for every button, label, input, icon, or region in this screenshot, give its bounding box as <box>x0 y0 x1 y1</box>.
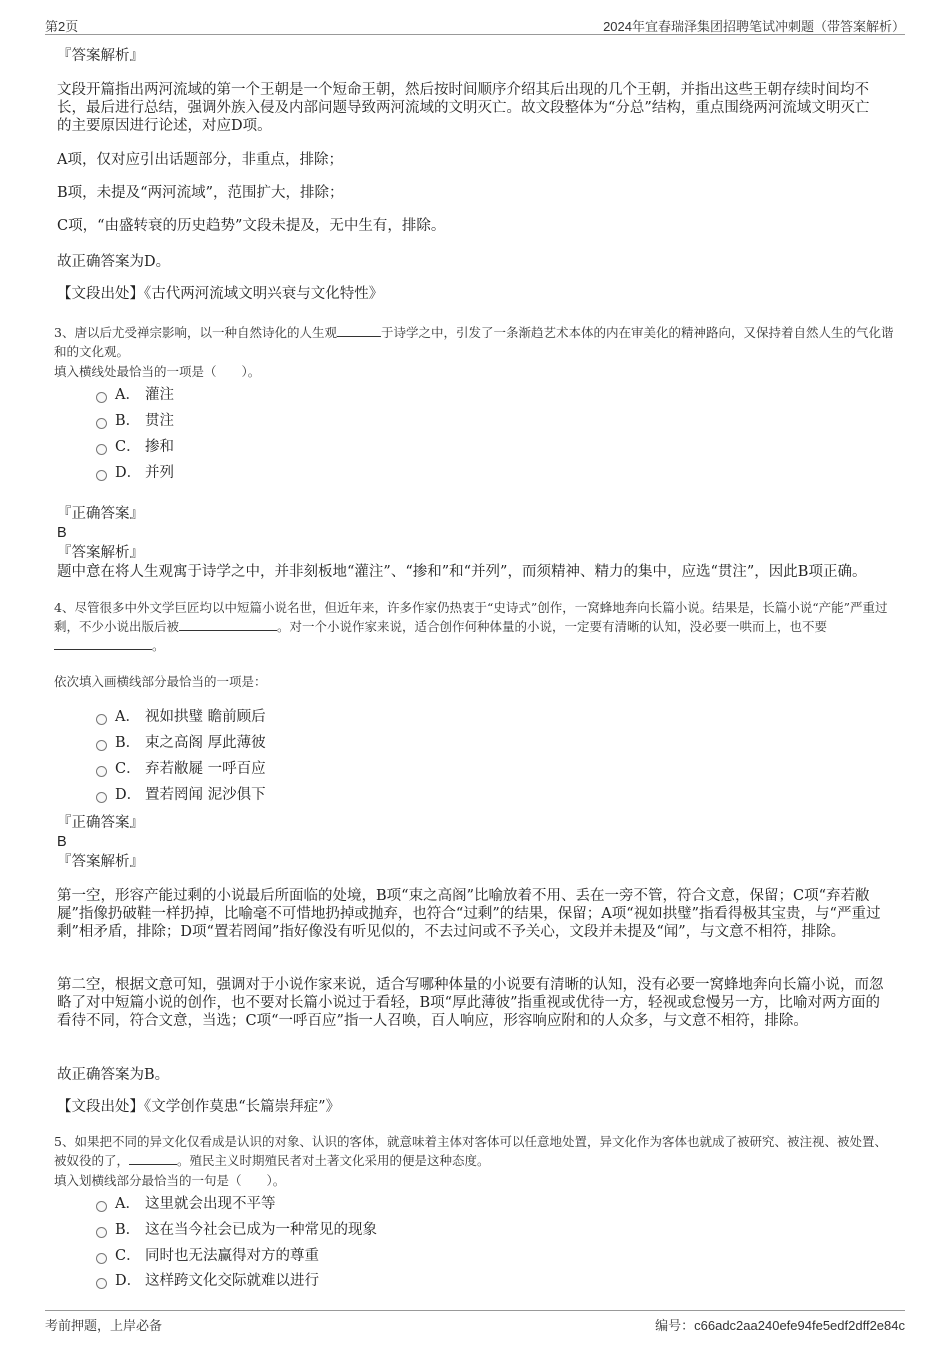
q2-option-a-note: A项，仅对应引出话题部分，非重点，排除； <box>57 152 343 168</box>
q3-option-a[interactable]: A． 灌注 <box>96 385 174 405</box>
q5-option-a[interactable]: A． 这里就会出现不平等 <box>96 1194 276 1214</box>
q3-option-b[interactable]: B． 贯注 <box>96 411 174 431</box>
radio-icon[interactable] <box>96 470 107 481</box>
q4-blank-2 <box>54 649 152 650</box>
q4-option-a[interactable]: A． 视如拱璧 瞻前顾后 <box>96 707 266 727</box>
q2-source: 【文段出处】《古代两河流域文明兴衰与文化特性》 <box>57 286 384 302</box>
q4-prompt: 依次填入画横线部分最恰当的一项是： <box>54 674 267 689</box>
q2-conclusion: 故正确答案为D。 <box>57 254 171 270</box>
radio-icon[interactable] <box>96 444 107 455</box>
radio-icon[interactable] <box>96 714 107 725</box>
q4-source: 【文段出处】《文学创作莫患“长篇崇拜症”》 <box>57 1099 341 1115</box>
radio-icon[interactable] <box>96 766 107 777</box>
document-title: 2024年宜春瑞泽集团招聘笔试冲刺题（带答案解析） <box>603 19 905 34</box>
q4-conclusion: 故正确答案为B。 <box>57 1067 170 1083</box>
q3-answer: B <box>57 525 67 541</box>
q2-analysis-label: 『答案解析』 <box>57 48 144 64</box>
q3-analysis: 题中意在将人生观寓于诗学之中，并非刻板地“灌注”、“掺和”和“并列”，而须精神、精力的集中，应选“贯注”，因此B项正确。 <box>57 564 867 580</box>
q5-blank <box>129 1164 177 1165</box>
q2-analysis-paragraph: 文段开篇指出两河流域的第一个王朝是一个短命王朝，然后按时间顺序介绍其后出现的几个王朝，并指出这些王朝存续时间均不长，最后进行总结，强调外族入侵及内部问题导致两河流域的文明灭亡。故文段整体为“分总”结构，重点围绕两河流域文明灭亡的主要原因进行论述，对应D项。 <box>57 82 870 134</box>
radio-icon[interactable] <box>96 418 107 429</box>
q3-stem: 3、唐以后尤受禅宗影响，以一种自然诗化的人生观 于诗学之中，引发了一条渐趋艺术本体的内在审美化的精神路向，又保持着自然人生的气化谐和的文化观。 <box>54 325 894 359</box>
radio-icon[interactable] <box>96 740 107 751</box>
page-footer <box>45 1310 905 1335</box>
q5-option-c[interactable]: C． 同时也无法赢得对方的尊重 <box>96 1246 319 1266</box>
q2-option-c-note: C项，“由盛转衰的历史趋势”文段未提及，无中生有，排除。 <box>57 218 446 234</box>
q5-option-b[interactable]: B． 这在当今社会已成为一种常见的现象 <box>96 1220 377 1240</box>
q4-analysis-paragraph-2: 第二空，根据文意可知，强调对于小说作家来说，适合写哪种体量的小说要有清晰的认知，没有必要一窝蜂地奔向长篇小说，而忽略了对中短篇小说的创作，也不要对长篇小说过于看轻，B项“厚此薄彼”指重视或优待一方，轻视或怠慢另一方，比喻对两方面的看待不同，符合文意，当选；C项“一呼百应”指一人召唤，百人响应，形容响应附和的人众多，与文意不相符，排除。 <box>57 977 884 1029</box>
q4-analysis-paragraph-1: 第一空，形容产能过剩的小说最后所面临的处境，B项“束之高阁”比喻放着不用、丢在一旁不管，符合文意，保留；C项“弃若敝屣”指像扔破鞋一样扔掉，比喻毫不可惜地扔掉或抛弃，也符合“过剩”的结果，保留；A项“视如拱璧”指看得极其宝贵，与“严重过剩”相矛盾，排除；D项“置若罔闻”指好像没有听见似的，不去过问或不予关心，文段并未提及“闻”，与文意不相符，排除。 <box>57 888 881 940</box>
q3-option-c[interactable]: C． 掺和 <box>96 437 174 457</box>
page-header <box>45 14 905 35</box>
q5-option-d[interactable]: D． 这样跨文化交际就难以进行 <box>96 1271 319 1291</box>
radio-icon[interactable] <box>96 1227 107 1238</box>
q4-stem: 4、尽管很多中外文学巨匠均以中短篇小说名世，但近年来，许多作家仍热衷于“史诗式”创作，一窝蜂地奔向长篇小说。结果是，长篇小说“产能”严重过剩，不少小说出版后被 。对一个小说作家来说，适合创作何种体量的小说，一定要有清晰的认知，没必要一哄而上，也不要。 <box>54 600 888 653</box>
q3-option-d[interactable]: D． 并列 <box>96 463 174 483</box>
radio-icon[interactable] <box>96 1253 107 1264</box>
page-number: 第2页 <box>45 19 79 34</box>
q5-stem: 5、如果把不同的异文化仅看成是认识的对象、认识的客体，就意味着主体对客体可以任意地处置，异文化作为客体也就成了被研究、被注视、被处置、被奴役的了， 。殖民主义时期殖民者对土著文化采用的便是这种态度。 <box>54 1134 887 1168</box>
radio-icon[interactable] <box>96 792 107 803</box>
q5-prompt: 填入划横线部分最恰当的一句是（ ）。 <box>54 1173 286 1188</box>
q3-blank <box>337 336 381 337</box>
q4-answer: B <box>57 834 67 850</box>
q3-prompt: 填入横线处最恰当的一项是（ ）。 <box>54 364 261 379</box>
radio-icon[interactable] <box>96 1278 107 1289</box>
q4-analysis-label: 『答案解析』 <box>57 854 144 870</box>
q4-option-c[interactable]: C． 弃若敝屣 一呼百应 <box>96 759 266 779</box>
document-id: 编号：c66adc2aa240efe94fe5edf2dff2e84c <box>655 1318 905 1333</box>
radio-icon[interactable] <box>96 392 107 403</box>
q4-answer-label: 『正确答案』 <box>57 815 144 831</box>
q4-blank-1 <box>179 630 277 631</box>
q3-analysis-label: 『答案解析』 <box>57 545 144 561</box>
q4-option-d[interactable]: D． 置若罔闻 泥沙俱下 <box>96 785 266 805</box>
footer-slogan: 考前押题，上岸必备 <box>45 1318 163 1333</box>
q3-answer-label: 『正确答案』 <box>57 506 144 522</box>
radio-icon[interactable] <box>96 1201 107 1212</box>
q2-option-b-note: B项，未提及“两河流域”，范围扩大，排除； <box>57 185 344 201</box>
q4-option-b[interactable]: B． 束之高阁 厚此薄彼 <box>96 733 266 753</box>
